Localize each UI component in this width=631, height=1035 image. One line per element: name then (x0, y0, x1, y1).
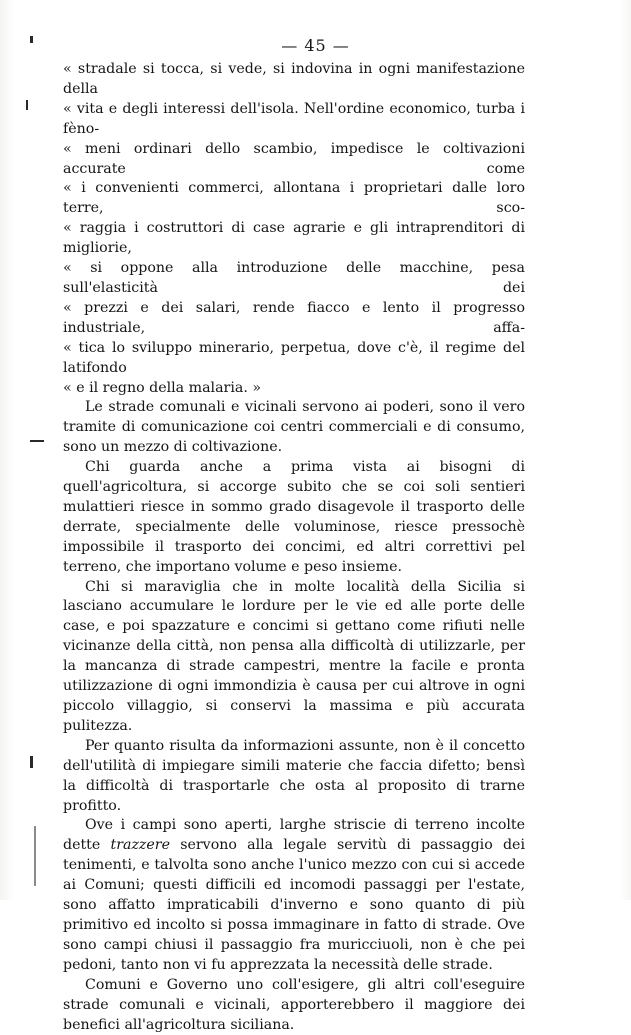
body-text (63, 60, 525, 1035)
italic-term: trazzere (110, 837, 170, 854)
margin-mark (34, 826, 36, 886)
paragraph: Chi guarda anche a prima vista ai bisogni di quell'agricoltura, si accorge subito che se coi soli sentieri mulattieri riesce in sommo grado disagevole il trasporto delle derrate, specialmente delle voluminose, riesce pressochè impossibile il trasporto dei concimi, ed altri correttivi pel terreno, che importano volume e peso insieme. (63, 459, 525, 575)
quote-line: « tica lo sviluppo minerario, perpetua, dove c'è, il regime del latifondo (63, 339, 525, 376)
quote-line: « i convenienti commerci, allontana i proprietari dalle loro terre, sco- (63, 180, 525, 217)
quotation (63, 60, 525, 398)
quote-line: « raggia i costruttori di case agrarie e gli intraprenditori di migliorie, (63, 220, 525, 257)
page-number: — 45 — (281, 36, 350, 55)
margin-mark (30, 756, 33, 768)
margin-mark (30, 440, 44, 442)
paragraph-trazzere (63, 816, 525, 975)
quote-line: « prezzi e dei salari, rende fiacco e lento il progresso industriale, affa- (63, 299, 525, 336)
paragraph-text: servono alla legale servitù di passaggio dei tenimenti, e talvolta sono anche l'unico mezzo con cui si accede ai Comuni; questi difficili ed incomodi passaggi per l'estate, sono affatto impraticabili d'inverno e sono quanto di più primitivo ed incolto si possa immaginare in fatto di strade. Ove sono campi chiusi il passaggio fra muricciuoli, non è che pei pedoni, tanto non vi fu apprezzata la necessità delle strade. (63, 837, 525, 973)
paragraph-text: Ove i campi sono aperti, larghe striscie di terreno incolte dette (63, 817, 525, 854)
paragraph: Per quanto risulta da informazioni assunte, non è il concetto dell'utilità di impiegare simili materie che faccia difetto; bensì la difficoltà di trasportarle che osta al proposito di trarne profitto. (63, 737, 525, 814)
paragraph: Le strade comunali e vicinali servono ai poderi, sono il vero tramite di comunicazione coi centri commerciali e di consumo, sono un mezzo di coltivazione. (63, 399, 525, 456)
quote-line: « meni ordinari dello scambio, impedisce le coltivazioni accurate come (63, 140, 525, 177)
quote-line: « e il regno della malaria. » (63, 379, 262, 396)
margin-mark (26, 100, 28, 110)
quote-line: « si oppone alla introduzione delle macchine, pesa sull'elasticità dei (63, 260, 525, 296)
closing-paragraph: Comuni e Governo uno coll'esigere, gli altri coll'eseguire strade comunali e vicinali, apporterebbero il maggiore dei benefici all'agricoltura siciliana. (63, 976, 525, 1033)
paragraph: Chi si maraviglia che in molte località della Sicilia si lasciano accumulare le lordure per le vie ed alle porte delle case, e poi spazzature e concimi si gettano come rifiuti nelle vicinanze della città, non pensa alla difficoltà di utilizzarle, per la mancanza di strade campestri, mentre la facile e pronta utilizzazione di ogni immondizia è causa per cui altrove in ogni piccolo villaggio, si conservi la massima e più accurata pulitezza. (63, 578, 525, 734)
quote-line: « stradale si tocca, si vede, si indovina in ogni manifestazione della (63, 61, 525, 97)
quote-line: « vita e degli interessi dell'isola. Nell'ordine economico, turba i fèno- (63, 100, 525, 137)
